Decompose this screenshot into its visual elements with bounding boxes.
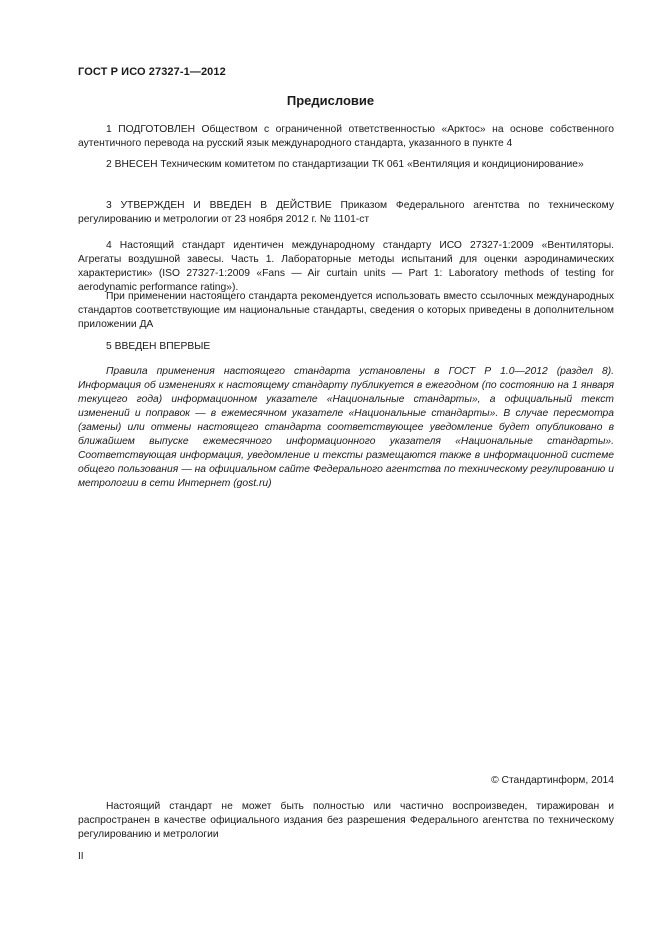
paragraph-first-introduced: 5 ВВЕДЕН ВПЕРВЫЕ bbox=[106, 341, 211, 352]
reproduction-notice: Настоящий стандарт не может быть полностью или частично воспроизведен, тиражирован и распространен в качестве официального издания без разрешения Федерального агентства по техническому регулированию и метрологии bbox=[78, 801, 614, 840]
page-number: II bbox=[78, 851, 84, 862]
paragraph-approved: 3 УТВЕРЖДЕН И ВВЕДЕН В ДЕЙСТВИЕ Приказом Федерального агентства по техническому регулированию и метрологии от 23 ноября 2012 г. № 1101-ст bbox=[78, 200, 614, 225]
application-rules-notice: Правила применения настоящего стандарта установлены в ГОСТ Р 1.0—2012 (раздел 8). Информация об изменениях к настоящему стандарту публикуется в ежегодном (по состоянию на 1 января текущего года) информационном указателе «Национальные стандарты», а официальный текст изменений и поправок — в ежемесячном указателе «Национальные стандарты». В случае пересмотра (замены) или отмены настоящего стандарта соответствующее уведомление будет опубликовано в ближайшем выпуске ежемесячного информационного указателя «Национальные стандарты». Соответствующая информация, уведомление и тексты размещаются также в информационной системе общего пользования — на официальном сайте Федерального агентства по техническому регулированию и метрологии в сети Интернет (gost.ru) bbox=[78, 366, 614, 489]
copyright-line: © Стандартинформ, 2014 bbox=[491, 775, 614, 786]
section-title: Предисловие bbox=[286, 93, 375, 108]
document-code: ГОСТ Р ИСО 27327-1—2012 bbox=[78, 66, 226, 78]
paragraph-identical-standard: 4 Настоящий стандарт идентичен международному стандарту ИСО 27327-1:2009 «Вентиляторы. Агрегаты воздушной завесы. Часть 1. Лабораторные методы испытаний для оценки аэродинамических характеристик» (ISO 27327-1:2009 «Fans — Air curtain units — Part 1: Laboratory methods of testing for aerodynamic performance rating»). bbox=[78, 240, 614, 293]
paragraph-prepared-by: 1 ПОДГОТОВЛЕН Обществом с ограниченной ответственностью «Арктос» на основе собственного аутентичного перевода на русский язык международного стандарта, указанного в пункте 4 bbox=[78, 124, 614, 149]
paragraph-introduced-by: 2 ВНЕСЕН Техническим комитетом по стандартизации ТК 061 «Вентиляция и кондиционирование» bbox=[106, 159, 584, 170]
paragraph-references-note: При применении настоящего стандарта рекомендуется использовать вместо ссылочных международных стандартов соответствующие им национальные стандарты, сведения о которых приведены в дополнительном приложении ДА bbox=[78, 291, 614, 330]
